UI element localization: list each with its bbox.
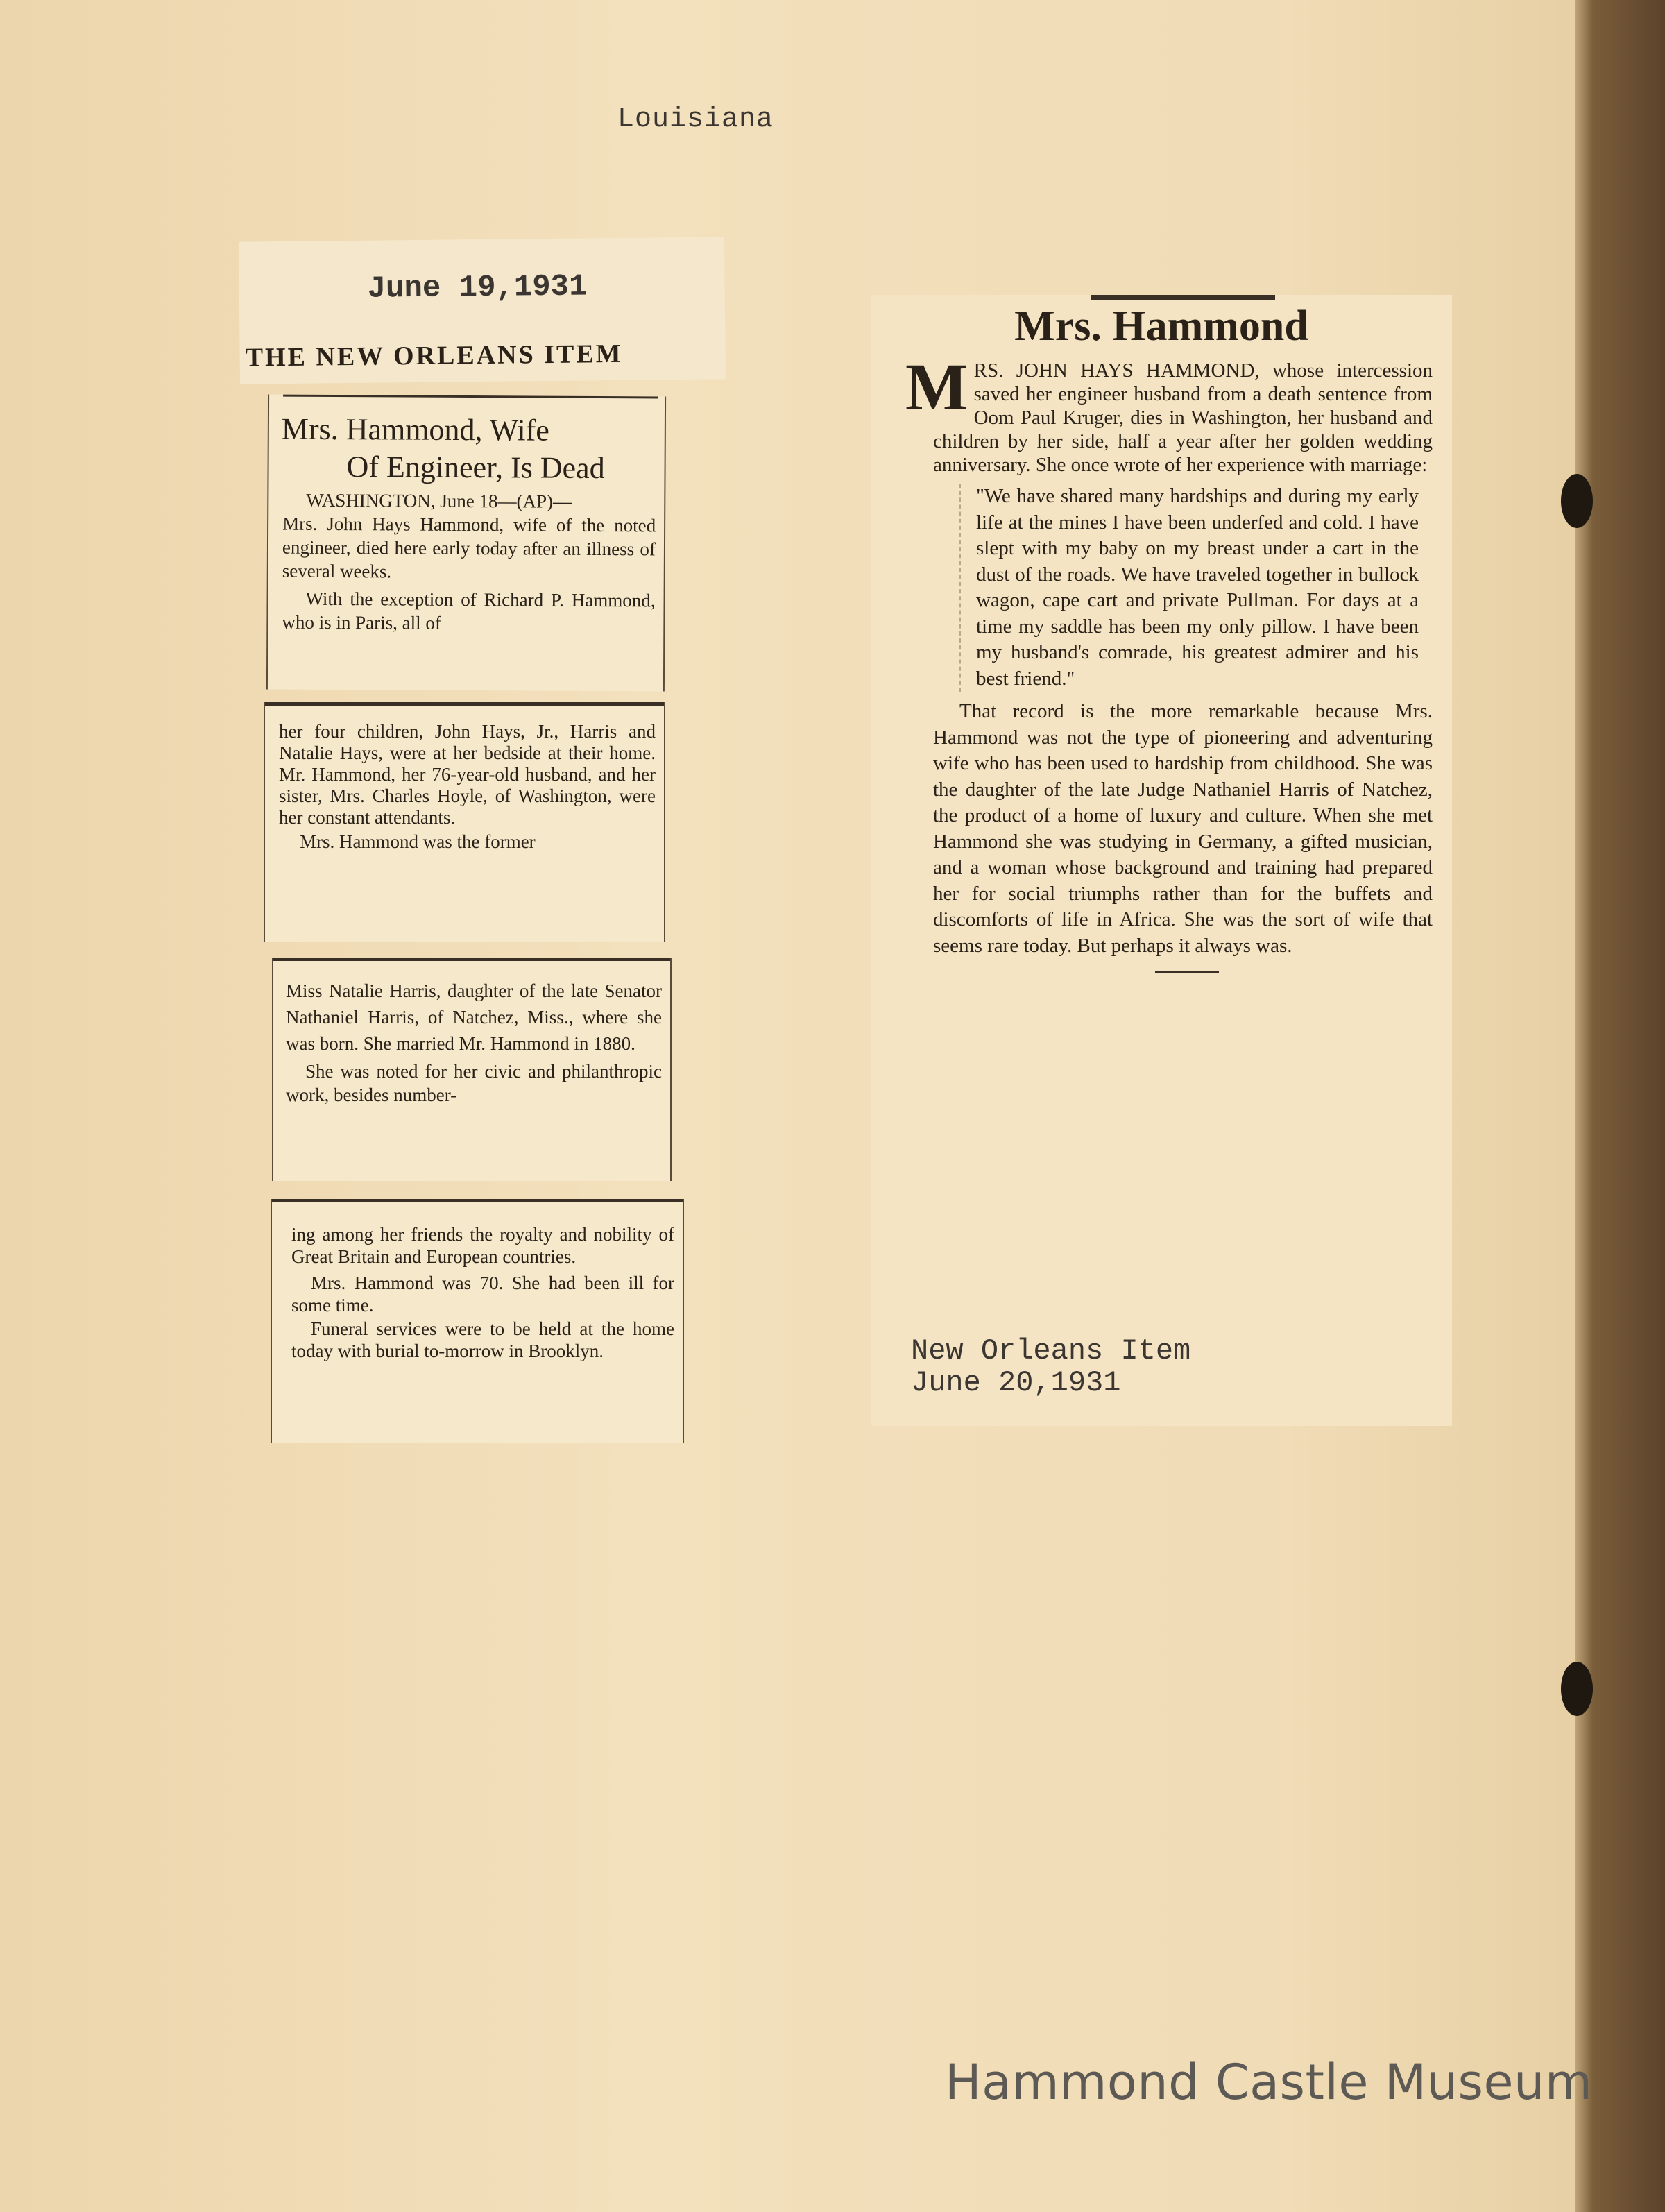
paragraph: Miss Natalie Harris, daughter of the late Senator Nathaniel Harris, of Natchez, Miss., where she was born. She married Mr. Hammond in 1880. <box>286 980 662 1054</box>
paragraph: ing among her friends the royalty and nobility of Great Britain and European countries. <box>291 1224 674 1267</box>
headline-line-2: Of Engineer, Is Dead <box>346 450 605 486</box>
drop-cap: M <box>905 350 968 424</box>
marriage-quote: "We have shared many hardships and during my early life at the mines I have been underfed and cold. I have slept with my baby on my breast under a cart in the dust of the roads. We have traveled together in bullock wagon, cape cart and private Pullman. For days at a time my saddle has been my only pillow. I have been my husband's comrade, his greatest admirer and his best friend." <box>959 484 1419 692</box>
obituary-part-1 <box>266 395 666 692</box>
editorial-closing: That record is the more remarkable because Mrs. Hammond was not the type of pioneering and adventuring wife who has been used to hardship from childhood. She was the daughter of the late Judge Nathaniel Harris of Natchez, the product of a home of luxury and culture. When she met Hammond she was studying in Germany, a gifted musician, and a woman whose background and training had prepared her for social triumphs rather than for the buffets and discomforts of life in Africa. She was the sort of wife that seems rare today. But perhaps it always was. <box>933 700 1433 957</box>
paragraph: Mrs. Hammond was the former <box>300 831 536 852</box>
right-clipping <box>871 295 1452 1426</box>
source-line-1: New Orleans Item <box>911 1334 1191 1368</box>
source-line-2: June 20,1931 <box>911 1366 1121 1399</box>
obituary-part-2 <box>264 702 665 942</box>
clipping-date: June 19,1931 <box>367 269 588 307</box>
binder-hole-top <box>1561 474 1593 528</box>
obituary-part-3 <box>272 958 672 1181</box>
binding-spine <box>1575 0 1665 2212</box>
headline-line-1: Mrs. Hammond, Wife <box>281 411 550 448</box>
paragraph: Mrs. John Hays Hammond, wife of the noted engineer, died here early today after an illness of several weeks. <box>282 513 656 582</box>
editorial-title: Mrs. Hammond <box>1014 303 1308 350</box>
paragraph: With the exception of Richard P. Hammond, who is in Paris, all of <box>282 588 656 633</box>
binder-hole-bottom <box>1561 1662 1593 1716</box>
paragraph: Mrs. Hammond was 70. She had been ill for some time. <box>291 1273 674 1316</box>
masthead-clip <box>239 237 726 384</box>
obituary-part-4 <box>271 1199 684 1443</box>
dateline: WASHINGTON, June 18—(AP)— <box>306 489 572 512</box>
editorial-intro: RS. JOHN HAYS HAMMOND, whose intercession saved her engineer husband from a death sentence from Oom Paul Kruger, dies in Washington, her husband and children by her side, half a year after her golden wedding anniversary. She once wrote of her experience with marriage: <box>933 359 1433 476</box>
paragraph: Funeral services were to be held at the home today with burial to-morrow in Brooklyn. <box>291 1318 674 1361</box>
paragraph: She was noted for her civic and philanthropic work, besides number- <box>286 1061 662 1105</box>
newspaper-masthead: THE NEW ORLEANS ITEM <box>245 339 623 373</box>
museum-watermark: Hammond Castle Museum <box>945 2054 1593 2111</box>
page-header: Louisiana <box>617 104 774 135</box>
paragraph: her four children, John Hays, Jr., Harris and Natalie Hays, were at her bedside at their home. Mr. Hammond, her 76-year-old husband, and her sister, Mrs. Charles Hoyle, of Washington, were her constant attendants. <box>279 721 656 828</box>
